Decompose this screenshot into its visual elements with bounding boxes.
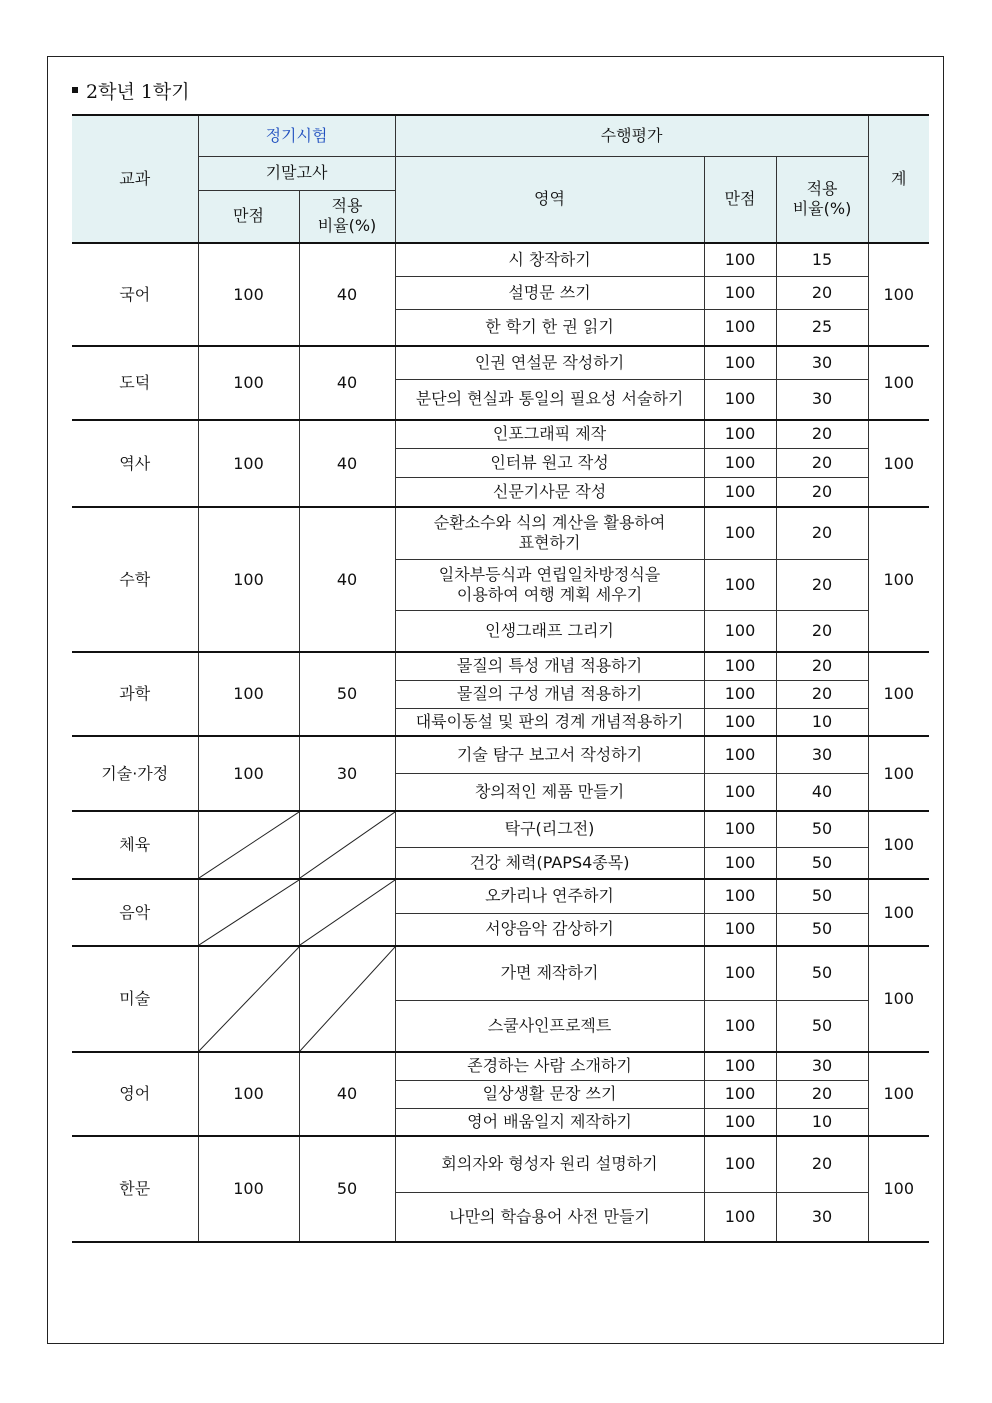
exam-ratio: 40: [299, 1052, 395, 1136]
table-row: [72, 946, 929, 1000]
subject-total: 100: [868, 507, 929, 652]
performance-area: [395, 1136, 704, 1192]
performance-area-line: 서양음악 감상하기: [485, 919, 614, 939]
performance-area: [395, 708, 704, 736]
performance-full-score: 100: [704, 1108, 776, 1136]
performance-ratio: 30: [776, 1052, 868, 1080]
exam-full-score: 100: [198, 507, 299, 652]
performance-area-line: 건강 체력(PAPS4종목): [469, 852, 630, 872]
diagonal-line-icon: [300, 947, 395, 1051]
subject-total: 100: [868, 1052, 929, 1136]
performance-area: [395, 652, 704, 680]
table-row: [72, 507, 929, 559]
exam-ratio: 40: [299, 507, 395, 652]
diagonal-slash-cell: [299, 811, 395, 879]
performance-full-score: 100: [704, 847, 776, 879]
performance-ratio: 50: [776, 847, 868, 879]
performance-area-line: 나만의 학습용어 사전 만들기: [449, 1206, 650, 1226]
performance-ratio: 10: [776, 1108, 868, 1136]
performance-area-line: 이용하여 여행 계획 세우기: [456, 584, 643, 604]
performance-full-score: 100: [704, 346, 776, 379]
performance-area-line: 회의자와 형성자 원리 설명하기: [441, 1154, 658, 1174]
header-regular-exam: 정기시험: [198, 115, 395, 156]
header-area: 영역: [395, 156, 704, 243]
subject-total: 100: [868, 346, 929, 420]
performance-area-line: 존경하는 사람 소개하기: [467, 1056, 632, 1076]
header-subject: 교과: [72, 115, 198, 243]
performance-area-line: 기술 탐구 보고서 작성하기: [456, 744, 643, 764]
performance-full-score: 100: [704, 736, 776, 773]
performance-ratio: 20: [776, 420, 868, 448]
performance-ratio: 30: [776, 736, 868, 773]
performance-ratio: 20: [776, 652, 868, 680]
exam-ratio: 40: [299, 346, 395, 420]
performance-ratio: 10: [776, 708, 868, 736]
performance-ratio: 20: [776, 1080, 868, 1108]
performance-ratio: 25: [776, 309, 868, 346]
header-exam-ratio: [299, 190, 395, 243]
performance-area: [395, 276, 704, 309]
performance-full-score: 100: [704, 708, 776, 736]
table-row: [72, 736, 929, 773]
performance-full-score: 100: [704, 1192, 776, 1242]
performance-full-score: 100: [704, 913, 776, 946]
header-perf-full-score: 만점: [704, 156, 776, 243]
performance-ratio: 15: [776, 243, 868, 276]
performance-ratio: 50: [776, 1000, 868, 1052]
header-perf-ratio: [776, 156, 868, 243]
subject-name: 영어: [72, 1052, 198, 1136]
table-row: [72, 346, 929, 379]
performance-full-score: 100: [704, 1052, 776, 1080]
diagonal-line-icon: [199, 880, 299, 945]
performance-area: [395, 309, 704, 346]
performance-area: [395, 811, 704, 847]
subject-total: 100: [868, 243, 929, 346]
performance-full-score: 100: [704, 652, 776, 680]
performance-area-line: 한 학기 한 권 읽기: [485, 317, 614, 337]
diagonal-line-icon: [300, 812, 395, 878]
performance-area-line: 인권 연설문 작성하기: [474, 352, 625, 372]
diagonal-slash-cell: [198, 946, 299, 1052]
performance-area: [395, 448, 704, 477]
performance-ratio: 30: [776, 1192, 868, 1242]
performance-area-line: 물질의 구성 개념 적용하기: [456, 684, 643, 703]
performance-full-score: 100: [704, 946, 776, 1000]
performance-area: [395, 346, 704, 379]
performance-area-line: 인터뷰 원고 작성: [490, 452, 609, 472]
subject-name: 기술·가정: [72, 736, 198, 811]
subject-name: 역사: [72, 420, 198, 507]
performance-area-line: 인포그래픽 제작: [492, 424, 607, 444]
performance-area-line: 가면 제작하기: [500, 963, 599, 983]
performance-ratio: 20: [776, 1136, 868, 1192]
table-row: [72, 420, 929, 448]
subject-name: 체육: [72, 811, 198, 879]
performance-area-line: 설명문 쓰기: [508, 282, 591, 302]
performance-area: [395, 507, 704, 559]
exam-full-score: 100: [198, 420, 299, 507]
performance-area-line: 신문기사문 작성: [492, 481, 607, 501]
diagonal-slash-cell: [198, 811, 299, 879]
performance-ratio: 20: [776, 276, 868, 309]
performance-area: [395, 379, 704, 420]
table-row: [72, 879, 929, 913]
performance-ratio: 50: [776, 879, 868, 913]
exam-full-score: 100: [198, 1136, 299, 1242]
performance-area: [395, 847, 704, 879]
performance-area-line: 시 창작하기: [508, 249, 591, 269]
performance-area-line: 일상생활 문장 쓰기: [482, 1084, 617, 1103]
exam-full-score: 100: [198, 346, 299, 420]
subject-name: 수학: [72, 507, 198, 652]
assessment-table: [72, 114, 929, 1243]
performance-area-line: 표현하기: [518, 533, 581, 553]
performance-full-score: 100: [704, 477, 776, 507]
subject-name: 도덕: [72, 346, 198, 420]
subject-total: 100: [868, 879, 929, 946]
performance-area: [395, 680, 704, 708]
diagonal-line-icon: [199, 812, 299, 878]
section-title-text: 2학년 1학기: [86, 81, 190, 103]
performance-area-line: 오카리나 연주하기: [485, 886, 614, 906]
header-perf-ratio-line1: 적용: [806, 179, 838, 199]
performance-full-score: 100: [704, 1000, 776, 1052]
diagonal-line-icon: [300, 880, 395, 945]
subject-total: 100: [868, 736, 929, 811]
performance-ratio: 20: [776, 610, 868, 652]
performance-area: [395, 559, 704, 610]
header-final-exam: 기말고사: [198, 156, 395, 190]
performance-ratio: 50: [776, 913, 868, 946]
table-row: [72, 652, 929, 680]
performance-area: [395, 879, 704, 913]
subject-name: 한문: [72, 1136, 198, 1242]
performance-area: [395, 1000, 704, 1052]
exam-full-score: 100: [198, 1052, 299, 1136]
subject-name: 국어: [72, 243, 198, 346]
header-exam-ratio-line2: 비율(%): [317, 216, 377, 236]
performance-full-score: 100: [704, 680, 776, 708]
performance-area: [395, 610, 704, 652]
performance-full-score: 100: [704, 1136, 776, 1192]
performance-full-score: 100: [704, 1080, 776, 1108]
performance-ratio: 40: [776, 773, 868, 811]
header-perf-ratio-line2: 비율(%): [792, 199, 852, 219]
performance-ratio: 20: [776, 507, 868, 559]
performance-area: [395, 736, 704, 773]
performance-full-score: 100: [704, 420, 776, 448]
table-row: [72, 243, 929, 276]
exam-full-score: 100: [198, 736, 299, 811]
performance-area: [395, 773, 704, 811]
square-bullet-icon: [72, 87, 78, 93]
diagonal-slash-cell: [299, 946, 395, 1052]
exam-ratio: 50: [299, 1136, 395, 1242]
performance-full-score: 100: [704, 507, 776, 559]
header-exam-full-score: 만점: [198, 190, 299, 243]
performance-full-score: 100: [704, 309, 776, 346]
performance-area-line: 순환소수와 식의 계산을 활용하여: [433, 513, 666, 533]
performance-area-line: 대륙이동설 및 판의 경계 개념적용하기: [415, 711, 684, 731]
performance-area-line: 일차부등식과 연립일차방정식을: [438, 564, 661, 584]
subject-total: 100: [868, 1136, 929, 1242]
table-row: [72, 1052, 929, 1080]
performance-area: [395, 420, 704, 448]
diagonal-slash-cell: [299, 879, 395, 946]
performance-area: [395, 477, 704, 507]
performance-ratio: 20: [776, 680, 868, 708]
section-title: [72, 77, 190, 104]
header-total: 계: [868, 115, 929, 243]
performance-area: [395, 1052, 704, 1080]
performance-area-line: 스쿨사인프로젝트: [487, 1015, 612, 1035]
exam-ratio: 40: [299, 243, 395, 346]
performance-area-line: 영어 배움일지 제작하기: [467, 1111, 632, 1131]
header-performance: 수행평가: [395, 115, 868, 156]
performance-area: [395, 1080, 704, 1108]
subject-total: 100: [868, 652, 929, 736]
performance-ratio: 50: [776, 811, 868, 847]
performance-full-score: 100: [704, 559, 776, 610]
performance-full-score: 100: [704, 879, 776, 913]
header-exam-ratio-line1: 적용: [331, 196, 363, 216]
exam-ratio: 40: [299, 420, 395, 507]
performance-ratio: 30: [776, 346, 868, 379]
performance-ratio: 20: [776, 477, 868, 507]
diagonal-line-icon: [199, 947, 299, 1051]
performance-full-score: 100: [704, 276, 776, 309]
performance-full-score: 100: [704, 448, 776, 477]
exam-full-score: 100: [198, 243, 299, 346]
performance-full-score: 100: [704, 773, 776, 811]
performance-ratio: 50: [776, 946, 868, 1000]
subject-total: 100: [868, 420, 929, 507]
performance-area: [395, 946, 704, 1000]
performance-ratio: 20: [776, 559, 868, 610]
performance-full-score: 100: [704, 379, 776, 420]
table-row: [72, 811, 929, 847]
performance-full-score: 100: [704, 243, 776, 276]
subject-total: 100: [868, 946, 929, 1052]
subject-name: 음악: [72, 879, 198, 946]
performance-full-score: 100: [704, 610, 776, 652]
subject-name: 미술: [72, 946, 198, 1052]
performance-ratio: 30: [776, 379, 868, 420]
performance-area-line: 창의적인 제품 만들기: [474, 781, 625, 801]
exam-full-score: 100: [198, 652, 299, 736]
performance-area-line: 물질의 특성 개념 적용하기: [456, 656, 643, 676]
performance-area-line: 인생그래프 그리기: [485, 620, 614, 640]
performance-area: [395, 1192, 704, 1242]
performance-area: [395, 1108, 704, 1136]
diagonal-slash-cell: [198, 879, 299, 946]
exam-ratio: 50: [299, 652, 395, 736]
performance-full-score: 100: [704, 811, 776, 847]
performance-area: [395, 243, 704, 276]
performance-area-line: 탁구(리그전): [504, 819, 595, 839]
table-row: [72, 1136, 929, 1192]
performance-area-line: 분단의 현실과 통일의 필요성 서술하기: [415, 389, 684, 409]
performance-area: [395, 913, 704, 946]
subject-name: 과학: [72, 652, 198, 736]
exam-ratio: 30: [299, 736, 395, 811]
performance-ratio: 20: [776, 448, 868, 477]
subject-total: 100: [868, 811, 929, 879]
